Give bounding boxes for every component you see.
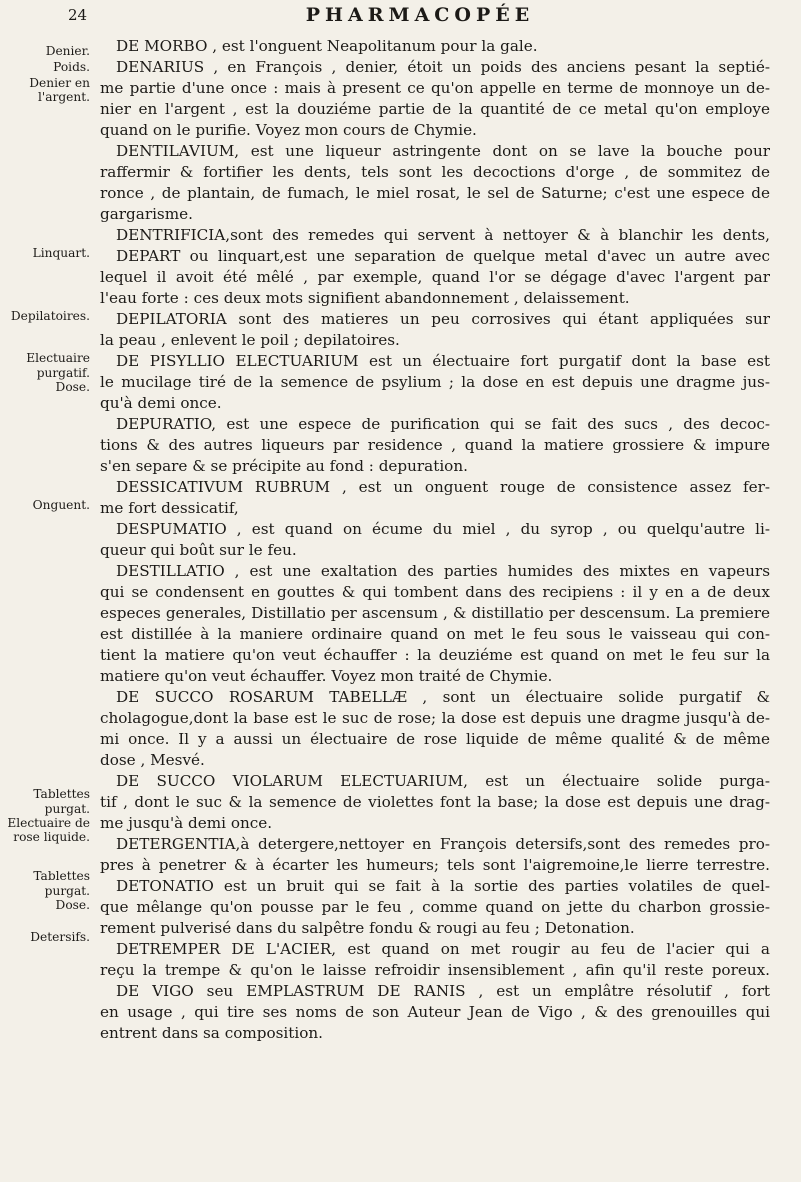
text-line: la peau , enlevent le poil ; depilatoires. <box>100 331 400 349</box>
text-line: tions & des autres liqueurs par residence , quand la matiere grossiere & impure <box>100 436 770 454</box>
page-header <box>60 4 780 32</box>
text-line: DETREMPER DE L'ACIER, est quand on met rougir au feu de l'acier qui a <box>116 940 770 958</box>
text-line: DENARIUS , en François , denier, étoit un poids des anciens pesant la septié- <box>116 58 770 76</box>
text-line: entrent dans sa composition. <box>100 1024 323 1042</box>
text-line: nier en l'argent , est la douziéme partie de la quantité de ce metal qu'on employe <box>100 100 770 118</box>
text-line: DEPURATIO, est une espece de purification qui se fait des sucs , des decoc- <box>116 415 770 433</box>
dictionary-text <box>100 36 780 1166</box>
text-line: matiere qu'on veut échauffer. Voyez mon traité de Chymie. <box>100 667 553 685</box>
text-line: me fort dessicatif, <box>100 499 239 517</box>
margin-note-detersifs: Detersifs. <box>30 930 90 944</box>
margin-note-electuaire: Electuaire <box>26 351 90 365</box>
text-line: DENTILAVIUM, est une liqueur astringente dont on se lave la bouche pour <box>116 142 770 160</box>
margin-note-tablettes: Tablettes <box>33 787 90 801</box>
text-line: est distillée à la maniere ordinaire quand on met le feu sous le vaisseau qui con- <box>100 625 770 643</box>
text-line: dose , Mesvé. <box>100 751 205 769</box>
text-line: DEPILATORIA sont des matieres un peu corrosives qui étant appliquées sur <box>116 310 770 328</box>
text-line: rement pulverisé dans du salpêtre fondu & rougi au feu ; Detonation. <box>100 919 635 937</box>
text-line: l'eau forte : ces deux mots signifient abandonnement , delaissement. <box>100 289 630 307</box>
text-line: quand on le purifie. Voyez mon cours de Chymie. <box>100 121 477 139</box>
text-line: pres à penetrer & à écarter les humeurs; tels sont l'aigremoine,le lierre terrestre. <box>100 856 770 874</box>
margin-note-poids: Poids. <box>53 60 90 74</box>
margin-note-electuaire-rose: Electuaire de <box>7 816 90 830</box>
margin-note-dose-2: Dose. <box>55 898 90 912</box>
text-line: DE VIGO seu EMPLASTRUM DE RANIS , est un emplâtre résolutif , fort <box>116 982 770 1000</box>
text-line: mi once. Il y a aussi un électuaire de rose liquide de même qualité & de même <box>100 730 770 748</box>
margin-note-purgat: purgat. <box>44 802 90 816</box>
text-line: DENTRIFICIA,sont des remedes qui servent à nettoyer & à blanchir les dents, <box>116 226 770 244</box>
margin-note-dose: Dose. <box>55 380 90 394</box>
text-line: DE PISYLLIO ELECTUARIUM est un électuaire fort purgatif dont la base est <box>116 352 770 370</box>
text-line: DE MORBO , est l'onguent Neapolitanum pour la gale. <box>116 37 538 55</box>
text-line: reçu la trempe & qu'on le laisse refroidir insensiblement , afin qu'il reste poreux. <box>100 961 770 979</box>
margin-note-linquart: Linquart. <box>32 246 90 260</box>
text-line: gargarisme. <box>100 205 193 223</box>
margin-note-denier-argent: Denier en <box>29 76 90 90</box>
text-line: qui se condensent en gouttes & qui tombent dans des recipiens : il y en a de deux <box>100 583 770 601</box>
text-line: que mêlange qu'on pousse par le feu , comme quand on jette du charbon grossie- <box>100 898 770 916</box>
text-line: especes generales, Distillatio per ascensum , & distillatio per descensum. La premiere <box>100 604 770 622</box>
text-line: s'en separe & se précipite au fond : depuration. <box>100 457 468 475</box>
text-line: qu'à demi once. <box>100 394 222 412</box>
margin-note-rose-liquide: rose liquide. <box>13 830 90 844</box>
text-line: cholagogue,dont la base est le suc de rose; la dose est depuis une dragme jusqu'à de- <box>100 709 770 727</box>
margin-note-purgatif: purgatif. <box>36 366 90 380</box>
running-title: PHARMACOPÉE <box>305 4 535 26</box>
text-line: ronce , de plantain, de fumach, le miel rosat, le sel de Saturne; c'est une espece de <box>100 184 770 202</box>
text-line: DESTILLATIO , est une exaltation des parties humides des mixtes en vapeurs <box>116 562 770 580</box>
text-line: DESPUMATIO , est quand on écume du miel , du syrop , ou quelqu'autre li- <box>116 520 770 538</box>
text-line: DETERGENTIA,à detergere,nettoyer en François detersifs,sont des remedes pro- <box>116 835 770 853</box>
margin-note-denier: Denier. <box>45 44 90 58</box>
margin-note-denier-argent-2: l'argent. <box>38 90 90 104</box>
text-line: DE SUCCO VIOLARUM ELECTUARIUM, est un électuaire solide purga- <box>116 772 770 790</box>
margin-note-depilatoires: Depilatoires. <box>10 309 90 323</box>
text-line: tient la matiere qu'on veut échauffer : la deuziéme est quand on met le feu sur la <box>100 646 770 664</box>
text-line: queur qui boût sur le feu. <box>100 541 297 559</box>
text-line: DEPART ou linquart,est une separation de quelque metal d'avec un autre avec <box>116 247 770 265</box>
page-number: 24 <box>68 6 88 24</box>
text-line: me partie d'une once : mais à present ce qu'on appelle en terme de monnoye un de- <box>100 79 770 97</box>
text-line: tif , dont le suc & la semence de violettes font la base; la dose est depuis une drag- <box>100 793 770 811</box>
text-line: le mucilage tiré de la semence de psylium ; la dose en est depuis une dragme jus- <box>100 373 770 391</box>
margin-note-onguent: Onguent. <box>32 498 90 512</box>
text-line: DETONATIO est un bruit qui se fait à la sortie des parties volatiles de quel- <box>116 877 770 895</box>
margin-notes <box>0 0 90 1182</box>
text-line: lequel il avoit été mêlé , par exemple, quand l'or se dégage d'avec l'argent par <box>100 268 770 286</box>
text-line: DESSICATIVUM RUBRUM , est un onguent rouge de consistence assez fer- <box>116 478 770 496</box>
text-line: DE SUCCO ROSARUM TABELLÆ , sont un électuaire solide purgatif & <box>116 688 770 706</box>
text-line: en usage , qui tire ses noms de son Auteur Jean de Vigo , & des grenouilles qui <box>100 1003 770 1021</box>
text-line: raffermir & fortifier les dents, tels sont les decoctions d'orge , de sommitez de <box>100 163 770 181</box>
margin-note-tablettes-2: Tablettes <box>33 869 90 883</box>
text-line: me jusqu'à demi once. <box>100 814 273 832</box>
margin-note-purgat-2: purgat. <box>44 884 90 898</box>
